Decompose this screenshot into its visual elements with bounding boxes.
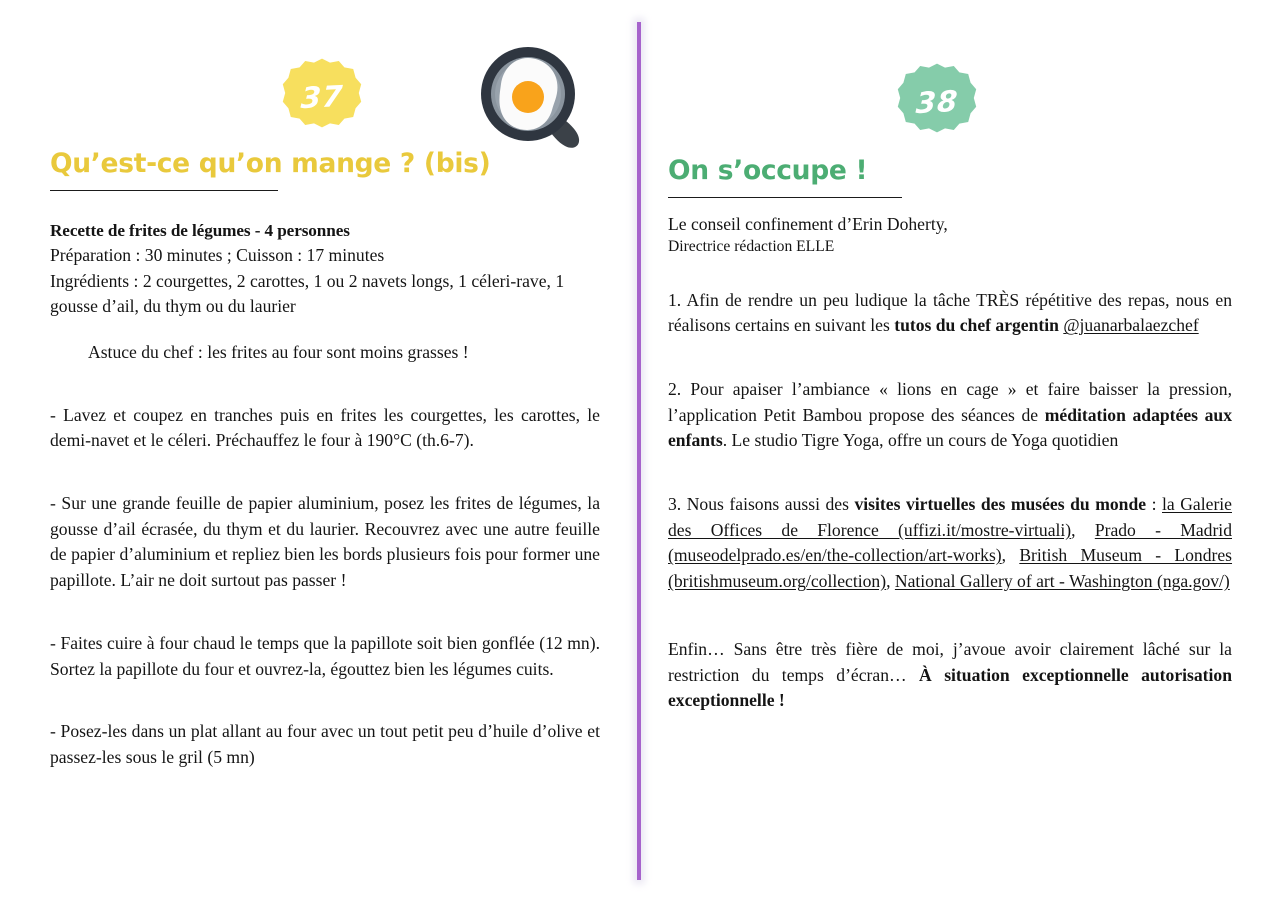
- tip-item-2: [668, 377, 1232, 454]
- spacer: [50, 699, 600, 719]
- byline: [668, 212, 1232, 258]
- frying-pan-egg-icon: [478, 42, 590, 152]
- sep-3: ,: [886, 571, 895, 592]
- title-rule-right: [668, 197, 902, 198]
- sep-2: ,: [1001, 545, 1020, 566]
- badge-number: 38: [914, 83, 960, 121]
- museum-link-uffizi[interactable]: la Galerie des Offices de Florence (uffizi.it/mostre-virtuali): [668, 494, 1232, 540]
- closing-lead: Enfin… Sans être très fière de moi, j’avoue avoir clairement lâché sur la restriction du temps d’écran…: [668, 638, 1232, 685]
- tip-item-3: [668, 492, 1232, 595]
- spacer: [50, 611, 600, 631]
- byline-line-2: Directrice rédaction ELLE: [668, 238, 835, 256]
- left-column-body: [50, 218, 600, 903]
- badge-38: [897, 62, 977, 142]
- recipe-step-2: - Sur une grande feuille de papier aluminium, posez les frites de légumes, la gousse d’ail écrasée, du thym et du laurier. Recouvrez avec une autre feuille de papier d’aluminium et repliez bien les bords plusieurs fois pour former une papillote. L’air ne doit surtout pas passer !: [50, 493, 600, 591]
- badge-number: 37: [299, 78, 345, 116]
- spacer: [50, 471, 600, 491]
- closing-bold: À situation exceptionnelle autorisation exceptionnelle !: [668, 664, 1233, 711]
- page-title-left: Qu’est-ce qu’on mange ? (bis): [50, 148, 491, 179]
- tip-3-bold: visites virtuelles des musées du monde: [854, 494, 1147, 515]
- spacer: [668, 472, 1232, 492]
- right-column-body: [668, 212, 1232, 903]
- recipe-prep-line: Préparation : 30 minutes ; Cuisson : 17 minutes: [50, 245, 385, 266]
- title-rule-left: [50, 190, 278, 191]
- egg-yolk: [512, 81, 544, 113]
- page-title-right: On s’occupe !: [668, 155, 868, 186]
- badge-37: [282, 57, 362, 137]
- spacer: [50, 320, 600, 340]
- museum-link-national-gallery[interactable]: National Gallery of art - Washington (nga.gov/): [894, 571, 1230, 592]
- left-column-header: [50, 148, 490, 191]
- tip-item-1: [668, 288, 1232, 339]
- recipe-step-3: - Faites cuire à four chaud le temps que la papillote soit bien gonflée (12 mn). Sortez la papillote du four et ouvrez-la, égouttez bien les légumes cuits.: [50, 632, 600, 679]
- closing-paragraph: [668, 637, 1232, 714]
- tip-1-bold: tutos du chef argentin: [894, 315, 1059, 336]
- tip-1-lead: 1. Afin de rendre un peu ludique la tâche TRÈS répétitive des repas, nous en réalisons certains en suivant les: [668, 289, 1232, 336]
- museum-link-british-museum[interactable]: British Museum - Londres (britishmuseum.org/collection): [668, 545, 1233, 592]
- spacer: [668, 613, 1232, 637]
- recipe-step-1: - Lavez et coupez en tranches puis en frites les courgettes, les carottes, le demi-navet et le céleri. Préchauffez le four à 190°C (th.6-7).: [50, 404, 600, 451]
- tip-2-lead: 2. Pour apaiser l’ambiance « lions en cage » et faire baisser la pression, l’application Petit Bambou propose des séances de: [668, 379, 1232, 425]
- tip-2-bold: méditation adaptées aux enfants: [668, 404, 1232, 451]
- tip-3-colon: :: [1146, 494, 1162, 515]
- spacer: [668, 258, 1232, 288]
- column-divider: [637, 22, 641, 880]
- sep-1: ,: [1071, 519, 1095, 540]
- tip-3-lead: 3. Nous faisons aussi des: [668, 494, 855, 515]
- spacer: [668, 357, 1232, 377]
- instagram-handle-link[interactable]: @juanarbalaezchef: [1063, 315, 1199, 336]
- byline-line-1: Le conseil confinement d’Erin Doherty,: [668, 214, 948, 234]
- right-column-header: [668, 155, 902, 198]
- recipe-step-4: - Posez-les dans un plat allant au four avec un tout petit peu d’huile d’olive et passez-les sous le gril (5 mn): [50, 721, 600, 767]
- chef-tip: Astuce du chef : les frites au four sont moins grasses !: [88, 342, 469, 363]
- museum-link-prado[interactable]: Prado - Madrid (museodelprado.es/en/the-collection/art-works): [668, 519, 1232, 566]
- recipe-heading: Recette de frites de légumes - 4 personnes: [50, 221, 350, 240]
- tip-2-tail: . Le studio Tigre Yoga, offre un cours de Yoga quotidien: [722, 430, 1119, 451]
- recipe-ingredients-line: Ingrédients : 2 courgettes, 2 carottes, 1 ou 2 navets longs, 1 céleri-rave, 1 gousse d’ail, du thym ou du laurier: [50, 270, 565, 317]
- spacer: [50, 383, 600, 403]
